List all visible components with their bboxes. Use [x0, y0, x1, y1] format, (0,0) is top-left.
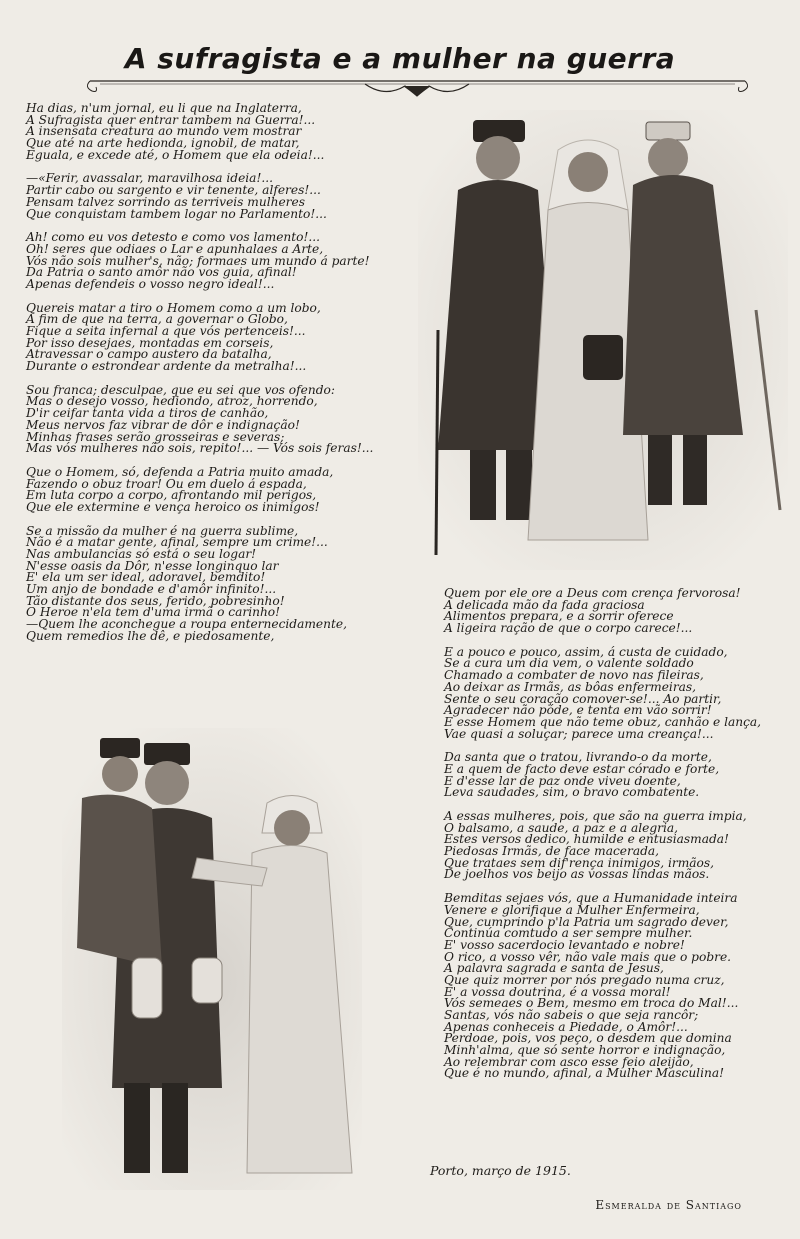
photo-nurse-with-soldiers [418, 110, 788, 570]
verse-line: Atravessar o campo austero da batalha, [26, 347, 272, 362]
verse-line: Que é no mundo, afinal, a Mulher Masculina! [444, 1066, 724, 1081]
verse-line: Chamado a combater de novo nas fileiras, [444, 668, 704, 683]
verse-line: Pensam talvez sorrindo as terriveis mulheres [26, 194, 305, 209]
stanza [26, 173, 406, 220]
verse-line: Que o Homem, só, defenda a Patria muito amada, [26, 464, 334, 479]
verse-line: Minhas frases serão grosseiras e severas; [26, 429, 285, 444]
verse-line: Tão distante dos seus, ferido, pobresinho! [26, 593, 285, 608]
verse-line: A fim de que na terra, a governar o Globo, [26, 312, 288, 327]
verse-line: A insensata creatura ao mundo vem mostrar [26, 124, 302, 139]
verse-line: D'ir ceifar tanta vida a tiros de canhão, [26, 406, 269, 421]
verse-line: Eguala, e excede até, o Homem que ela odeia!... [26, 147, 325, 162]
verse-line: Ao deixar as Irmãs, as bôas enfermeiras, [444, 679, 697, 694]
verse-line: Alimentos prepara, e a sorrir oferece [444, 609, 674, 624]
verse-line: Minh'alma, que só sente horror e indignação, [444, 1043, 726, 1058]
photo-nurse-tending-wounded [62, 728, 362, 1190]
verse-line: O balsamo, a saude, a paz e a alegria, [444, 820, 679, 835]
verse-line: Mas o desejo vosso, hediondo, atroz, horrendo, [26, 394, 318, 409]
verse-line: Um anjo de bondade e d'amôr infinito!... [26, 582, 277, 597]
verse-line: Que, cumprindo p'la Patria um sagrado dever, [444, 914, 729, 929]
verse-line: Que conquistam tambem logar no Parlamento!... [26, 206, 327, 221]
verse-line: Que ele extermine e vença heroico os inimigos! [26, 499, 320, 514]
verse-line: Santas, vós não sabeis o que seja rancôr; [444, 1008, 699, 1022]
verse-line: A palavra sagrada e santa de Jesus, [444, 961, 664, 976]
verse-line: Ao relembrar com asco esse feio aleijão, [444, 1054, 694, 1069]
verse-line: Meus nervos faz vibrar de dôr e indignação! [26, 417, 300, 432]
verse-line: Oh! seres que odiaes o Lar e apunhalaes a Arte, [26, 241, 324, 256]
verse-line: Partir cabo ou sargento e vir tenente, alferes!... [26, 183, 321, 198]
verse-line: A essas mulheres, pois, que são na guerra impia, [444, 809, 747, 823]
verse-line: A delicada mão da fada graciosa [444, 597, 645, 612]
stanza [26, 232, 406, 290]
verse-line: Vós semeaes o Bem, mesmo em troca do Mal!... [444, 996, 739, 1011]
verse-line: Bemditas sejaes vós, que a Humanidade inteira [444, 891, 738, 906]
stanza [444, 811, 784, 881]
verse-line: E d'esse lar de paz onde viveu doente, [444, 773, 681, 788]
verse-line: E' vosso sacerdocio levantado e nobre! [444, 937, 685, 952]
verse-line: Por isso desejaes, montadas em corseis, [26, 335, 274, 350]
verse-line: Ah! como eu vos detesto e como vos lamento!... [26, 230, 321, 245]
verse-line: Que até na arte hedionda, ignobil, de matar, [26, 136, 300, 151]
stanza [444, 893, 784, 1080]
verse-line: Da Patria o santo amôr não vos guia, afinal! [26, 265, 297, 280]
verse-line: Da santa que o tratou, livrando-o da morte, [444, 750, 712, 765]
verse-line: Leva saudades, sim, o bravo combatente. [444, 785, 700, 800]
verse-line: Durante o estrondear ardente da metralha!... [26, 359, 307, 374]
verse-line: Perdoae, pois, vos peço, o desdem que domina [444, 1031, 732, 1046]
verse-line: Que quiz morrer por nós pregado numa cruz, [444, 972, 725, 987]
verse-line: —«Ferir, avassalar, maravilhosa ideia!... [26, 171, 273, 186]
stanza [444, 752, 784, 799]
title-ornament [85, 78, 750, 102]
verse-line: Continúa comtudo a ser sempre mulher. [444, 926, 693, 941]
verse-line: Apenas defendeis o vosso negro ideal!... [26, 276, 275, 291]
verse-line: Apenas conheceis a Piedade, o Amôr!... [444, 1019, 688, 1034]
verse-line: Em luta corpo a corpo, afrontando mil perigos, [26, 488, 317, 503]
verse-line: Fique a seita infernal a que vós pertenceis!... [26, 324, 306, 338]
verse-line: Sente o seu coração comover-se!... Ao partir, [444, 691, 722, 706]
verse-line: Quem por ele ore a Deus com crença fervorosa! [444, 586, 741, 600]
verse-line: Agradecer não póde, e tenta em vão sorrir! [444, 703, 712, 718]
verse-line: E a quem de facto deve estar córado e forte, [444, 761, 720, 776]
verse-line: O rico, a vosso vêr, não vale mais que o pobre. [444, 949, 732, 964]
stanza [26, 103, 406, 161]
verse-line: Se a cura um dia vem, o valente soldado [444, 656, 694, 671]
author-signature: Esmeralda de Santiago [595, 1198, 742, 1212]
verse-line: Quereis matar a tiro o Homem como a um lobo, [26, 300, 321, 315]
stanza [26, 382, 406, 456]
stanza [26, 300, 406, 374]
verse-line: Mas vós mulheres não sois, repito!... — Vós sois feras!... [26, 441, 374, 456]
verse-line: Sou franca; desculpae, que eu sei que vos ofendo: [26, 382, 335, 397]
stanza [444, 644, 784, 741]
verse-line: Quem remedios lhe dê, e piedosamente, [26, 628, 275, 643]
verse-line: E a pouco e pouco, assim, á custa de cuidado, [444, 644, 728, 659]
stanza [26, 523, 406, 643]
verse-line: Vae quasi a soluçar; parece uma creança!... [444, 726, 714, 741]
verse-line: Vós não sois mulher's, não; formaes um mundo á parte! [26, 253, 370, 268]
verse-line: E' a vossa doutrina, é a vossa moral! [444, 984, 671, 999]
verse-line: Nas ambulancias só está o seu logar! [26, 547, 257, 561]
page-title: A sufragista e a mulher na guerra [124, 42, 676, 75]
verse-line: Estes versos dedico, humilde e entusiasmada! [444, 832, 729, 847]
verse-line: E' ela um ser ideal, adoravel, bemdito! [26, 570, 266, 585]
verse-line: N'esse oasis da Dôr, n'esse longinquo lar [26, 558, 279, 573]
verse-line: Ha dias, n'um jornal, eu li que na Inglaterra, [26, 101, 302, 115]
verse-line: De joelhos vos beijo as vossas lindas mãos. [444, 867, 710, 882]
stanza [444, 588, 784, 635]
dateline: Porto, março de 1915. [430, 1163, 571, 1178]
verse-line: Se a missão da mulher é na guerra sublime, [26, 523, 299, 538]
verse-line: Não é a matar gente, afinal, sempre um crime!... [26, 535, 328, 550]
verse-line: E esse Homem que não teme obuz, canhão e lança, [444, 714, 762, 729]
verse-line: Piedosas Irmãs, de face macerada, [444, 844, 660, 859]
verse-line: Fazendo o obuz troar! Ou em duelo á espada, [26, 476, 307, 491]
verse-line: —Quem lhe aconchegue a roupa enternecidamente, [26, 617, 347, 632]
verse-line: O Heroe n'ela tem d'uma irmã o carinho! [26, 605, 281, 620]
verse-line: A ligeira ração de que o corpo carece!... [444, 621, 693, 636]
stanza [26, 464, 406, 514]
verse-line: Venere e glorifique a Mulher Enfermeira, [444, 902, 700, 917]
poem-left-column [26, 103, 406, 655]
poem-right-column [444, 588, 784, 1092]
verse-line: A Sufragista quer entrar tambem na Guerra!... [26, 112, 316, 127]
verse-line: Que trataes sem dif'rença inimigos, irmãos, [444, 855, 714, 870]
